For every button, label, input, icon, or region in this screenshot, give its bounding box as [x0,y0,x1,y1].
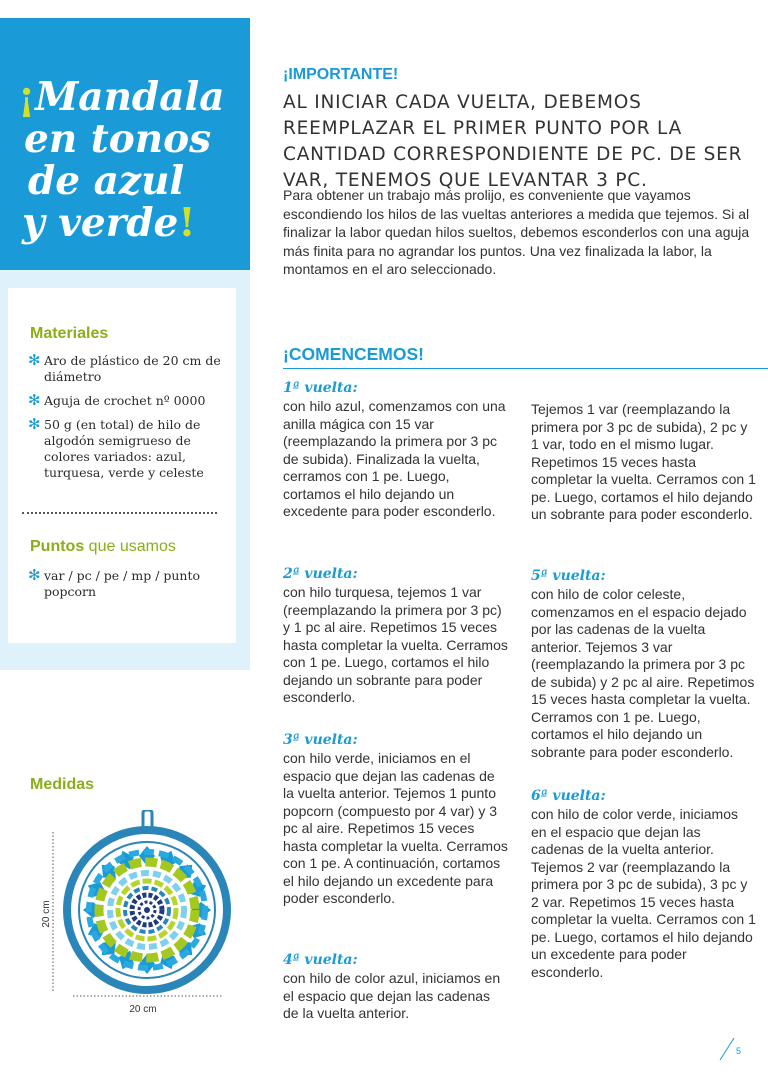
step-text: con hilo turquesa, tejemos 1 var (reemplazando la primera por 3 pc) y 1 pc al aire. Repetimos 15 veces hasta completar la vuelta. Cerramos con 1 pe. Luego, cortamos el hilo dejando un sobrante para poder esconderlo. [283,584,508,705]
step-6 [531,788,756,981]
intro-paragraph: Para obtener un trabajo más prolijo, es conveniente que vayamos escondiendo los hilos de las vueltas anteriores a medida que tejemos. Si al finalizar la labor quedan hilos sueltos, debemos esconderlos con una aguja más finita para no agrandar los puntos. Una vez finalizada la labor, la montamos en el aro seleccionado. [283,187,750,277]
title-open-mark: ¡ [18,74,36,120]
asterisk-icon: ✻ [28,566,41,584]
step-title: 1ª vuelta: [283,380,358,396]
title-line-4: y verde [22,200,179,246]
height-label: 20 cm [41,900,52,928]
title-close-mark: ! [178,200,196,246]
step-text: con hilo verde, iniciamos en el espacio que dejan las cadenas de la vuelta anterior. Tejemos 1 punto popcorn (compuesto por 4 var) y 3 pc al aire. Repetimos 15 veces hasta completar la vuelta. Cerramos con 1 pe. A continuación, cortamos el hilo dejando un excedente para poder esconderlo. [283,750,508,906]
step-text: Tejemos 1 var (reemplazando la primera por 3 pc de subida), 2 pc y 1 var, todo en el mismo lugar. Repetimos 15 veces hasta completar la vuelta. Cerramos con 1 pe. Luego, cortamos el hilo dejando un sobrante para poder esconderlo. [531,401,756,522]
important-text: AL INICIAR CADA VUELTA, DEBEMOS REEMPLAZAR EL PRIMER PUNTO POR LA CANTIDAD CORRESPONDIENTE DE PC. DE SER VAR, TENEMOS QUE LEVANTAR 3 PC. [283,92,743,191]
asterisk-icon: ✻ [28,415,41,433]
start-divider [283,368,768,369]
materials-heading: Materiales [30,325,109,342]
step-title: 4ª vuelta: [283,952,358,968]
title-line-3: de azul [28,158,185,204]
step-2 [283,566,508,707]
list-item: ✻ 50 g (en total) de hilo de algodón semigrueso de colores variados: azul, turquesa, verde y celeste [28,415,204,480]
page-title [18,76,238,244]
step-title: 5ª vuelta: [531,568,606,584]
title-line-1: Mandala [35,74,225,120]
step-text: con hilo de color azul, iniciamos en el espacio que dejan las cadenas de la vuelta anterior. [283,970,501,1021]
width-label: 20 cm [129,1004,157,1015]
list-item: ✻ Aguja de crochet nº 0000 [28,391,206,409]
step-title: 2ª vuelta: [283,566,358,582]
points-list [28,568,228,608]
title-box [0,18,250,270]
step-text: con hilo de color verde, iniciamos en el espacio que dejan las cadenas de la vuelta anterior. Tejemos 2 var (reemplazando la primera por 3 pc de subida), 3 pc y 2 var. Repetimos 15 veces hasta completar la vuelta. Cerramos con 1 pe. Luego, cortamos el hilo dejando un excedente para poder esconderlo. [531,806,756,980]
page-slash-decoration [716,1036,736,1062]
step-1 [283,380,508,521]
step-title: 6ª vuelta: [531,788,606,804]
dotted-divider [22,512,217,514]
points-heading: Puntos que usamos [30,538,176,555]
step-4 [283,952,508,1023]
title-line-2: en tonos [24,116,212,162]
materials-list [28,353,228,489]
mandala-illustration [35,810,235,1020]
measures-heading: Medidas [30,776,95,793]
start-heading: ¡COMENCEMOS! [283,344,424,364]
step-text: con hilo azul, comenzamos con una anilla mágica con 15 var (reemplazando la primera por 3 pc de subida). Finalizada la vuelta, cerramos con 1 pe. Luego, cortamos el hilo dejando un excedente para poder esconderlo. [283,398,506,519]
important-heading: ¡IMPORTANTE! [283,66,399,83]
step-text: con hilo de color celeste, comenzamos en el espacio dejado por las cadenas de la vuelta anterior. Tejemos 3 var (reemplazando la primera por 3 pc de subida) y 2 pc al aire. Repetimos 15 veces hasta completar la vuelta. Cerramos con 1 pe. Luego, cortamos el hilo dejando un sobrante para poder esconderlo. [531,586,755,760]
asterisk-icon: ✻ [28,391,41,409]
step-3 [283,732,508,908]
list-item: ✻ var / pc / pe / mp / punto popcorn [28,566,201,599]
step-title: 3ª vuelta: [283,732,358,748]
step-4-continued [531,401,756,524]
page-number: 5 [736,1046,742,1056]
step-5 [531,568,756,761]
list-item: ✻ Aro de plástico de 20 cm de diámetro [28,351,221,384]
asterisk-icon: ✻ [28,351,41,369]
